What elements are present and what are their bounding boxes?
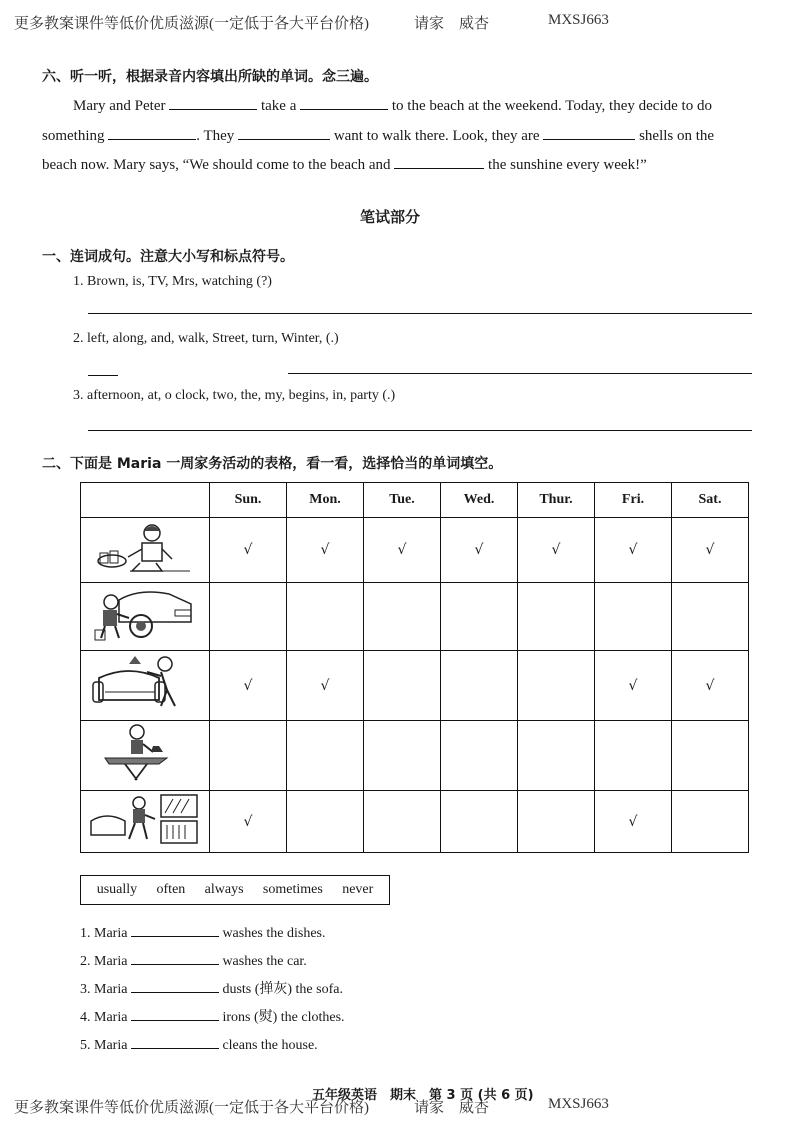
table-row [81,721,749,791]
tick-cell [210,721,287,791]
written-heading: 笔试部分 [360,208,421,226]
tick-cell [287,583,364,651]
table-corner-cell [81,483,210,518]
car-washing-illustration [81,583,210,651]
blank-3[interactable] [108,125,196,140]
tick-cell [518,583,595,651]
tick-cell: √ [441,518,518,583]
tick-cell [441,583,518,651]
day-header: Fri. [595,483,672,518]
tick-cell [441,791,518,853]
day-header: Tue. [364,483,441,518]
word-bank-item: usually [96,882,138,897]
fill-question-3: 3. Maria dusts (掸灰) the sofa. [80,978,343,998]
fill-question-1: 1. Maria washes the dishes. [80,922,325,942]
tick-cell: √ [595,518,672,583]
tick-cell: √ [287,651,364,721]
day-header: Wed. [441,483,518,518]
tick-cell: √ [595,791,672,853]
word-bank [80,875,390,905]
blank-4[interactable] [238,125,330,140]
tick-cell: √ [672,651,749,721]
blank-6[interactable] [394,154,484,169]
ironing-illustration [81,721,210,791]
tick-cell [441,721,518,791]
chores-table [80,482,749,853]
watermark-code: MXSJ663 [548,12,609,28]
answer-line-1[interactable] [88,313,752,314]
tick-cell [364,791,441,853]
watermark-text: 更多教案课件等低价优质滋源(一定低于各大平台价格) [14,16,369,32]
fill-question-4: 4. Maria irons (熨) the clothes. [80,1006,345,1026]
answer-blank[interactable] [131,1034,219,1049]
answer-blank[interactable] [131,922,219,937]
sofa-dusting-illustration [81,651,210,721]
fill-question-2: 2. Maria washes the car. [80,950,307,970]
tick-cell: √ [210,791,287,853]
tick-cell [364,583,441,651]
tick-cell [364,651,441,721]
tick-cell [518,721,595,791]
tick-cell [364,721,441,791]
tick-cell [595,583,672,651]
answer-line-3[interactable] [88,430,752,431]
day-header: Thur. [518,483,595,518]
listening-line-2: something . They want to walk there. Look, they are shells on the [42,125,714,145]
watermark-contact: 请家 威杏 [414,16,490,32]
tick-cell [287,791,364,853]
word-bank-item: often [156,882,186,897]
tick-cell: √ [364,518,441,583]
day-header: Mon. [287,483,364,518]
house-cleaning-illustration [81,791,210,853]
tick-cell: √ [210,518,287,583]
tick-cell [441,651,518,721]
tick-cell [595,721,672,791]
word-bank-item: always [204,882,244,897]
tick-cell [672,791,749,853]
part1-title: 一、连词成句。注意大小写和标点符号。 [42,249,294,265]
tick-cell [287,721,364,791]
tick-cell: √ [672,518,749,583]
page-footer: 五年级英语 期末 第 3 页 (共 6 页) [312,1088,534,1103]
tick-cell [672,721,749,791]
word-bank-item: sometimes [262,882,323,897]
answer-blank[interactable] [131,978,219,993]
tick-cell [210,583,287,651]
watermark-text-bottom: 更多教案课件等低价优质滋源(一定低于各大平台价格) [14,1100,369,1116]
dishwashing-illustration [81,518,210,583]
table-row [81,791,749,853]
part2-title: 二、下面是 Maria 一周家务活动的表格，看一看，选择恰当的单词填空。 [42,456,503,472]
tick-cell: √ [518,518,595,583]
watermark-contact-bottom: 请家 威杏 [414,1100,490,1116]
tick-cell [518,791,595,853]
tick-cell [672,583,749,651]
answer-blank[interactable] [131,1006,219,1021]
table-row [81,583,749,651]
answer-line-2a[interactable] [88,375,118,376]
tick-cell: √ [595,651,672,721]
part1-item-3: 3. afternoon, at, o clock, two, the, my, begins, in, party (.) [73,388,396,403]
listening-line-1: Mary and Peter take a to the beach at the weekend. Today, they decide to do [73,95,712,115]
day-header: Sun. [210,483,287,518]
part1-item-2: 2. left, along, and, walk, Street, turn, Winter, (.) [73,331,339,346]
word-bank-item: never [342,882,374,897]
part1-item-1: 1. Brown, is, TV, Mrs, watching (?) [73,274,272,289]
fill-question-5: 5. Maria cleans the house. [80,1034,318,1054]
listening-title: 六、听一听，根据录音内容填出所缺的单词。念三遍。 [42,69,378,85]
answer-blank[interactable] [131,950,219,965]
answer-line-2b[interactable] [288,373,752,374]
day-header: Sat. [672,483,749,518]
tick-cell: √ [287,518,364,583]
table-row [81,518,749,583]
tick-cell [518,651,595,721]
blank-1[interactable] [169,95,257,110]
tick-cell: √ [210,651,287,721]
blank-2[interactable] [300,95,388,110]
blank-5[interactable] [543,125,635,140]
table-row [81,651,749,721]
watermark-code-bottom: MXSJ663 [548,1096,609,1112]
listening-line-3: beach now. Mary says, “We should come to the beach and the sunshine every week!” [42,154,647,174]
